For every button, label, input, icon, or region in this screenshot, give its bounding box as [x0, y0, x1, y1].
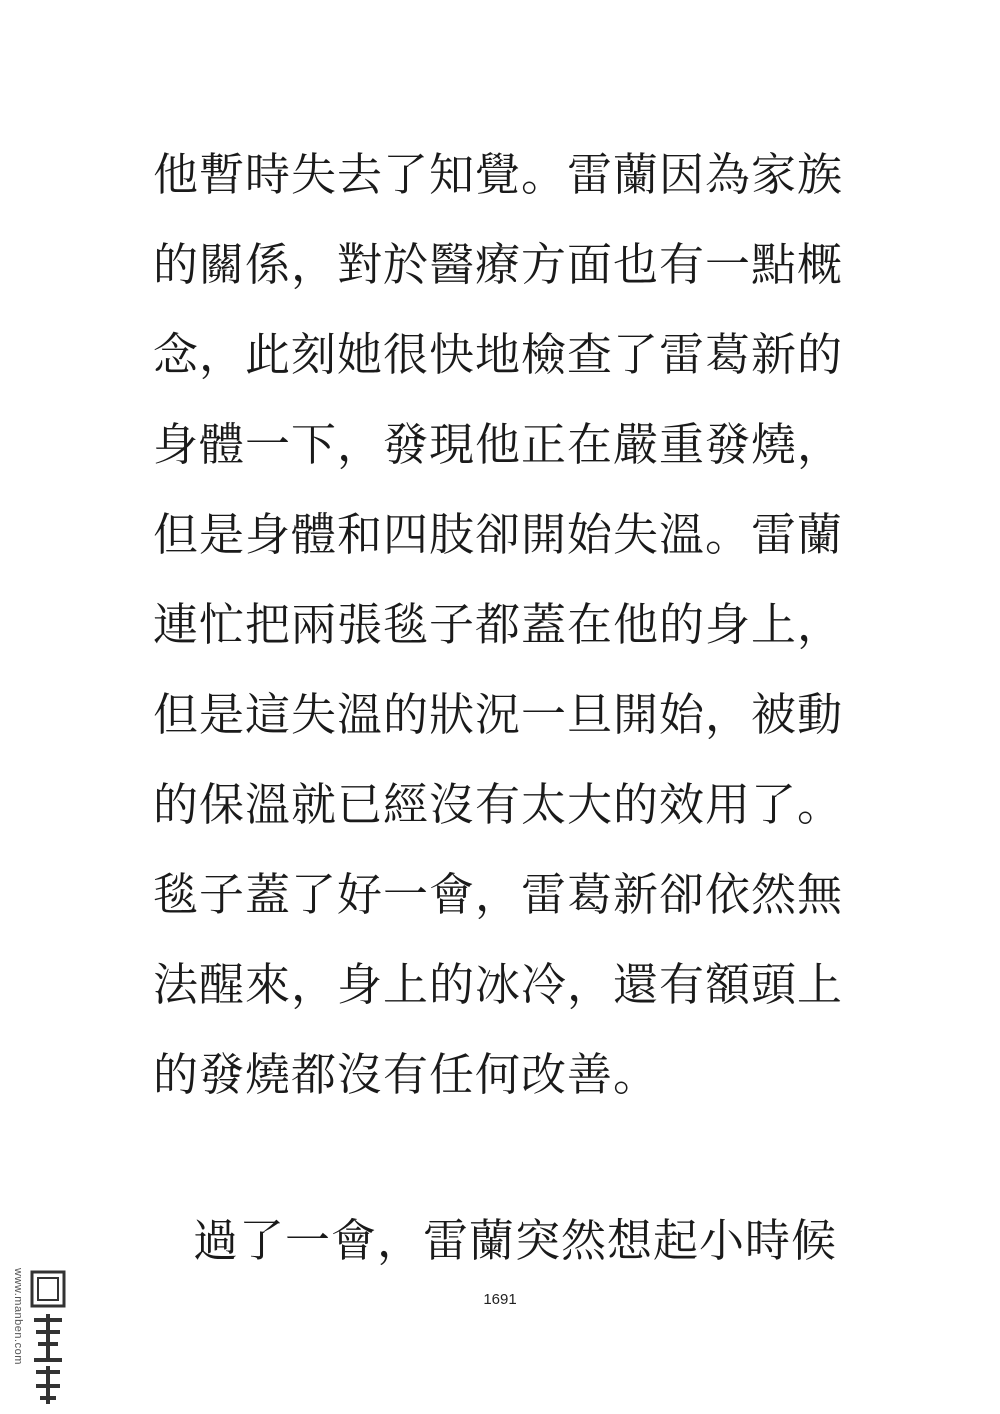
watermark-url: www.manben.com: [12, 1268, 24, 1365]
text-line: 但是身體和四肢卻開始失溫。雷蘭: [153, 508, 844, 561]
text-line: 連忙把兩張毯子都蓋在他的身上，: [153, 598, 844, 651]
text-line: 毯子蓋了好一會，雷葛新卻依然無: [153, 868, 844, 921]
page-number: 1691: [483, 1291, 517, 1308]
text-line: 身體一下，發現他正在嚴重發燒，: [153, 418, 844, 471]
watermark-logo-icon: [28, 1268, 68, 1408]
text-line: 念，此刻她很快地檢查了雷葛新的: [153, 328, 844, 381]
text-line: 但是這失溫的狀況一旦開始，被動: [153, 688, 844, 741]
text-line: 過了一會，雷蘭突然想起小時候: [193, 1214, 838, 1267]
paragraph-1: [153, 130, 853, 1120]
text-line: 的發燒都沒有任何改善。: [153, 1048, 660, 1101]
text-line: 的關係，對於醫療方面也有一點概: [153, 238, 844, 291]
paragraph-gap: [153, 1120, 853, 1196]
text-line: 他暫時失去了知覺。雷蘭因為家族: [153, 148, 844, 201]
text-line: 法醒來，身上的冰冷，還有額頭上: [153, 958, 844, 1011]
text-line: 的保溫就已經沒有太大的效用了。: [153, 778, 844, 831]
page-body: [153, 130, 853, 1286]
watermark-logo: [28, 1268, 68, 1408]
paragraph-2: [153, 1196, 853, 1286]
